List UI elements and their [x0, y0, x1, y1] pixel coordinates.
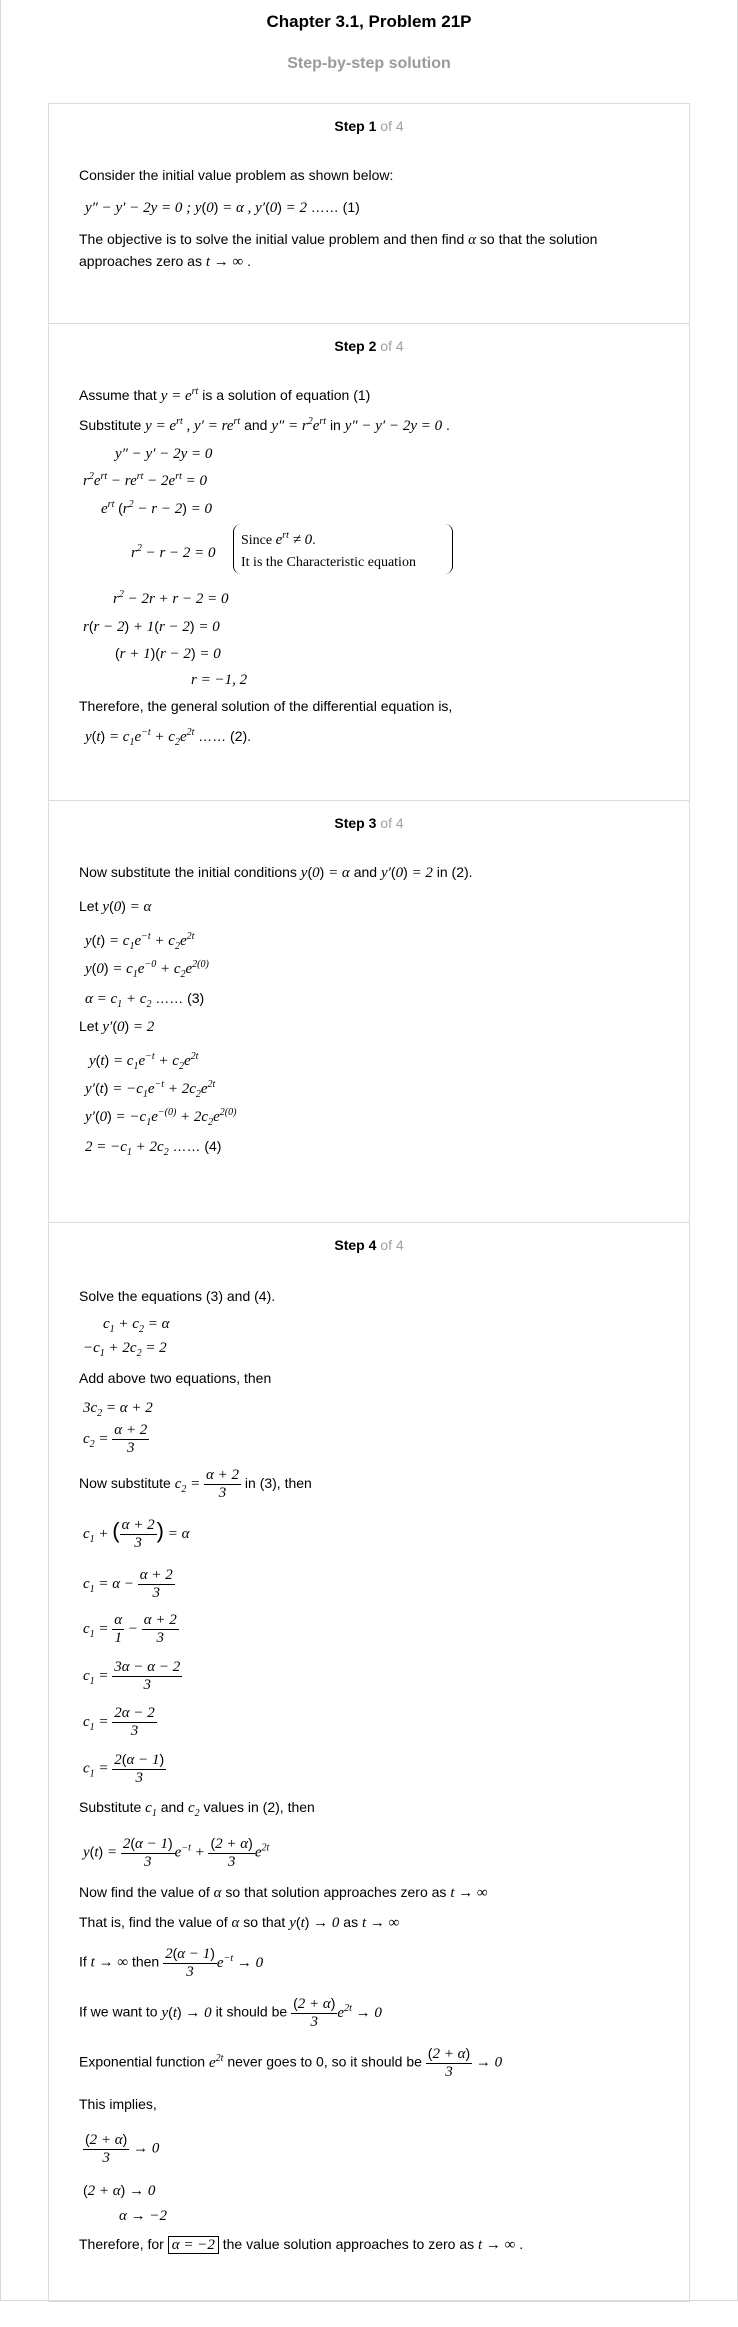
step-4-if-then: If t → ∞ then $\frac{2(\alpha - 1)}{3}$ $e^{-t} \to 0$	[79, 1945, 264, 1980]
step-4-eq-3: $3c_2 = \alpha + 2$	[83, 1400, 153, 1419]
step-3-eq-2: $y(0) = c_1e^{-0} + c_2e^{2(0)}$	[85, 959, 209, 980]
step-2-eq-3: $e^{rt}$ $(r^2 - r - 2) = 0$	[101, 499, 212, 517]
step-1-objective: The objective is to solve the initial value problem and then find α so that the solution	[79, 231, 598, 248]
step-1-text: Consider the initial value problem as shown below:	[79, 167, 394, 183]
step-1-card	[48, 103, 690, 324]
step-2-assume: Assume that $y = e^{rt}$ is a solution of equation (1)	[79, 386, 371, 404]
step-3-heading: Step 3 of 4	[334, 815, 404, 831]
step-4-if-we-want: If we want to y(t) → 0 it should be $\frac{(2 + \alpha)}{3}$ $e^{2t} \to 0$	[79, 1995, 382, 2030]
step-3-eq-7: $2 = -c_1 + 2c_2$ …… (4)	[85, 1138, 222, 1158]
step-4-substitute-c: Substitute $c_1$ and $c_2$ values in (2), then	[79, 1799, 315, 1819]
step-2-eq-7: (r + 1)(r − 2) = 0	[115, 645, 221, 662]
step-4-c1-eq-2: $c_1 = \alpha$ − $\frac{\alpha + 2}{3}$	[83, 1567, 173, 1601]
step-3-eq-1: $y(t) = c_1e^{-t} + c_2e^{2t}$	[85, 931, 195, 952]
answer-box: α = −2	[168, 2236, 219, 2254]
step-2-eq-5: $r^2 - 2r + r - 2 = 0$	[113, 589, 229, 607]
step-3-let-1: Let y(0) = α	[79, 898, 152, 915]
step-2-eq-2: $r^2e^{rt} - re^{rt} - 2e^{rt} = 0$	[83, 471, 207, 489]
step-2-eq-1: y″ − y′ − 2y = 0	[115, 446, 213, 462]
step-3-eq-3: $\alpha = c_1 + c_2$ …… (3)	[85, 990, 205, 1010]
step-1-objective-2: approaches zero as t → ∞ .	[79, 253, 252, 270]
step-4-solve: Solve the equations (3) and (4).	[79, 1288, 276, 1304]
step-4-eq-1: $c_1 + c_2 = \alpha$	[103, 1316, 170, 1335]
step-2-general-text: Therefore, the general solution of the differential equation is,	[79, 698, 453, 714]
step-4-implies-eq-1: $\frac{(2 + \alpha)}{3}$ → 0	[85, 2131, 160, 2166]
step-4-find-alpha: Now find the value of α so that solution approaches zero as t → ∞	[79, 1884, 488, 1901]
step-2-eq-8: r = −1, 2	[191, 672, 248, 688]
step-3-card	[48, 800, 690, 1223]
step-2-card	[48, 323, 690, 801]
step-1-heading: Step 1 of 4	[334, 118, 404, 134]
step-3-eq-6: $y'(0) = -c_1e^{-(0)} + 2c_2e^{2(0)}$	[85, 1107, 237, 1128]
step-3-let-2: Let y′(0) = 2	[79, 1018, 155, 1035]
step-4-add: Add above two equations, then	[79, 1370, 272, 1386]
step-3-eq-4: $y(t) = c_1e^{-t} + c_2e^{2t}$	[89, 1051, 199, 1072]
step-4-eq-2: $-c_1 + 2c_2 = 2$	[83, 1340, 167, 1359]
step-4-substitute: Now substitute $c_2$ = $\frac{\alpha + 2}{3}$ in (3), then	[79, 1467, 312, 1501]
step-2-general-solution: $y(t) = c_1e^{-t} + c_2e^{2t}$ …… (2).	[85, 727, 252, 748]
page-title: Chapter 3.1, Problem 21P	[266, 12, 472, 31]
step-4-implies-eq-2: (2 + α) → 0	[83, 2182, 156, 2199]
step-4-card	[48, 1222, 690, 2302]
step-2-since: Since $e^{rt} \ne 0$.	[241, 530, 316, 548]
step-2-eq-4: $r^2 - r - 2 = 0$	[131, 543, 216, 561]
step-4-heading: Step 4 of 4	[334, 1237, 404, 1253]
step-2-eq-6: r(r − 2) + 1(r − 2) = 0	[83, 618, 220, 635]
step-4-conclusion: Therefore, for α = −2 the value solution approaches to zero as t → ∞ .	[79, 2236, 524, 2253]
step-4-implies: This implies,	[79, 2096, 157, 2112]
step-4-c1-eq-3: $c_1$ = $\frac{\alpha}{1}$ − $\frac{\alpha + 2}{3}$	[83, 1612, 177, 1646]
step-3-eq-5: $y'(t) = -c_1e^{-t} + 2c_2e^{2t}$	[85, 1079, 216, 1100]
step-2-characteristic: It is the Characteristic equation	[241, 555, 416, 570]
step-2-substitute: Substitute $y = e^{rt}$ , $y' = re^{rt}$ and $y'' = r^2e^{rt}$ in y″ − y′ − 2y = 0 .	[79, 416, 450, 434]
step-3-substitute: Now substitute the initial conditions y(0) = α and y′(0) = 2 in (2).	[79, 864, 473, 881]
step-2-heading: Step 2 of 4	[334, 338, 404, 354]
step-4-c1-eq-6: $c_1$ = $\frac{2(\alpha - 1)}{3}$	[83, 1751, 165, 1786]
step-4-eq-4: $c_2$ = $\frac{\alpha + 2}{3}$	[83, 1422, 148, 1456]
page-subtitle: Step-by-step solution	[287, 55, 451, 72]
step-4-implies-eq-3: α → −2	[119, 2208, 167, 2224]
step-4-exponential: Exponential function $e^{2t}$ never goes to 0, so it should be $\frac{(2 + \alpha)}{3}$ → 0	[79, 2045, 503, 2080]
step-1-ivp-equation: y″ − y′ − 2y = 0 ; y(0) = α , y′(0) = 2 …… (1)	[85, 199, 360, 216]
step-4-solution: y(t) = $\frac{2(\alpha - 1)}{3}$ $e^{-t}$ + $\frac{(2 + \alpha)}{3}$ $e^{2t}$	[83, 1835, 270, 1870]
step-4-c1-eq-5: $c_1$ = $\frac{2\alpha - 2}{3}$	[83, 1705, 155, 1739]
step-4-c1-eq-4: $c_1$ = $\frac{3\alpha - \alpha - 2}{3}$	[83, 1659, 181, 1693]
step-4-c1-eq-1: $c_1$ + ( $\frac{\alpha + 2}{3}$ ) = α	[83, 1517, 190, 1551]
step-4-that-is: That is, find the value of α so that y(t) → 0 as t → ∞	[79, 1914, 400, 1931]
